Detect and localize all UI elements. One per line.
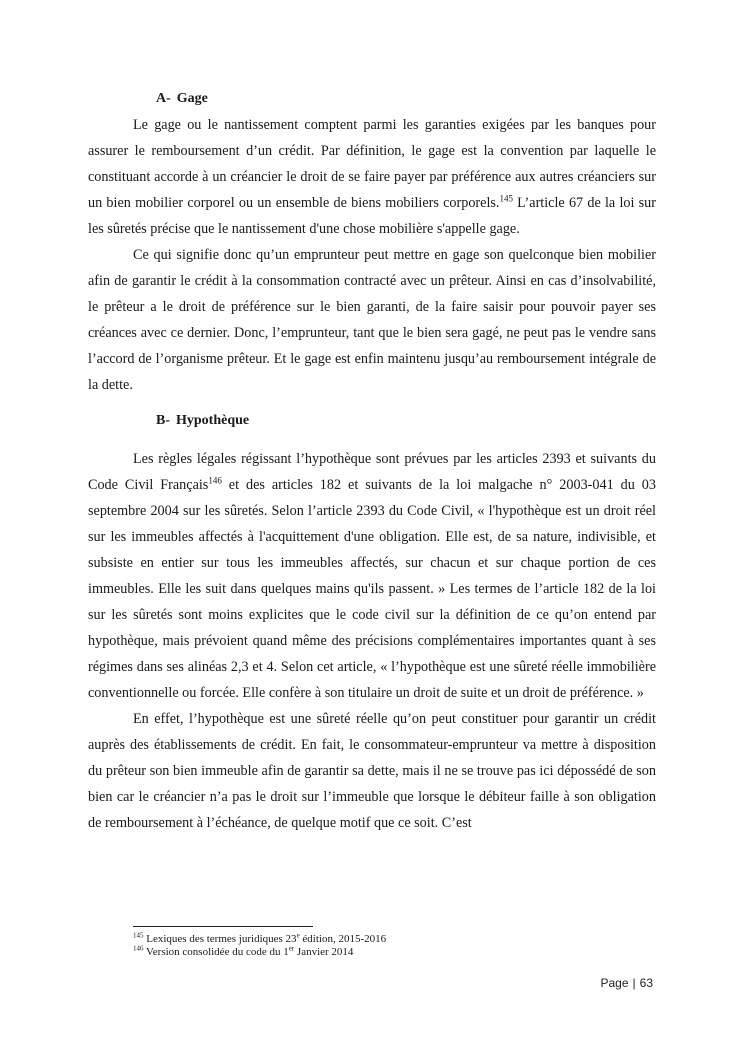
section-a-heading [88,86,656,112]
page-body [88,86,656,836]
footnotes [133,933,653,959]
footnote-number: 146 [133,944,144,953]
footnote-number: 145 [133,931,144,940]
paragraph-text: Les règles légales régissant l’hypothèque sont prévues par les articles 2393 et suivants du Code Civil Français [88,451,656,493]
footnote-146 [133,946,653,959]
page-number [600,976,653,990]
section-b-number: B- [156,413,170,428]
page-number-value: 63 [639,976,653,990]
footnote-text: Janvier 2014 [294,946,354,958]
section-a-paragraph-2: Ce qui signifie donc qu’un emprunteur peut mettre en gage son quelconque bien mobilier afin de garantir le crédit à la consommation contracté avec un prêteur. Ainsi en cas d’insolvabilité, le prêteur a le droit de préférence sur le bien garanti, de la faire saisir pour pouvoir payer ses créances avec ce dernier. Donc, l’emprunteur, tant que le bien sera gagé, ne peut pas le vendre sans l’accord de l’organisme prêteur. Et le gage est enfin maintenu jusqu’au remboursement intégrale de la dette. [88,247,656,393]
paragraph-text: L’article 67 de la loi sur les sûretés précise que le nantissement d'une chose mobilière s'appelle gage. [88,195,656,237]
footnote-divider [133,926,313,927]
spacer [88,398,656,408]
section-b-paragraph-1 [88,446,656,706]
footnote-ref-145[interactable]: 145 [499,193,513,204]
section-b-heading [88,408,656,434]
section-a-paragraph-1 [88,112,656,242]
footnote-145 [133,933,653,946]
section-a-title: Gage [176,91,208,106]
paragraph-text: et des articles 182 et suivants de la loi malgache n° 2003-041 du 03 septembre 2004 sur les sûretés. Selon l’article 2393 du Code Civil, « l'hypothèque est un droit réel sur les immeubles affectés à l'acquittement d'une obligation. Elle est, de sa nature, indivisible, et subsiste en entier sur tous les immeubles affectés, sur chacun et sur chaque portion de ces immeubles. Elle les suit dans quelques mains qu'ils passent. » Les termes de l’article 182 de la loi sur les sûretés sont moins explicites que le code civil sur la définition de ce qu’on entend par hypothèque, mais prévoient quand même des précisions complémentaires importantes quant à ses régimes dans ses alinéas 2,3 et 4. Selon cet article, « l’hypothèque est une sûreté réelle immobilière conventionnelle ou forcée. Elle confère à son titulaire un droit de suite et un droit de préférence. » [88,477,656,701]
footnote-superscript: er [288,944,295,953]
paragraph-text: Le gage ou le nantissement comptent parmi les garanties exigées par les banques pour assurer le remboursement d’un crédit. Par définition, le gage est la convention par laquelle le constituant accorde à un créancier le droit de se faire payer par préférence aux autres créanciers sur un bien mobilier corporel ou un ensemble de biens mobiliers corporels. [88,117,656,211]
page-label: Page [600,976,629,990]
section-a-number: A- [156,91,171,106]
spacer [88,434,656,446]
footnote-text: édition, 2015-2016 [299,933,387,945]
footnote-superscript: e [296,931,300,940]
page-separator: | [632,976,636,990]
section-b-title: Hypothèque [176,413,250,428]
footnote-ref-146[interactable]: 146 [208,475,222,486]
section-b-paragraph-2: En effet, l’hypothèque est une sûreté réelle qu’on peut constituer pour garantir un crédit auprès des établissements de crédit. En fait, le consommateur-emprunteur va mettre à disposition du prêteur son bien immeuble afin de garantir sa dette, mais il ne se trouve pas ici dépossédé de son bien car le créancier n’a pas le droit sur l’immeuble que lorsque le débiteur faille à son obligation de remboursement à l’échéance, de quelque motif que ce soit. C’est [88,711,656,831]
footnote-text: Lexiques des termes juridiques 23 [143,933,297,945]
footnote-text: Version consolidée du code du 1 [143,946,289,958]
